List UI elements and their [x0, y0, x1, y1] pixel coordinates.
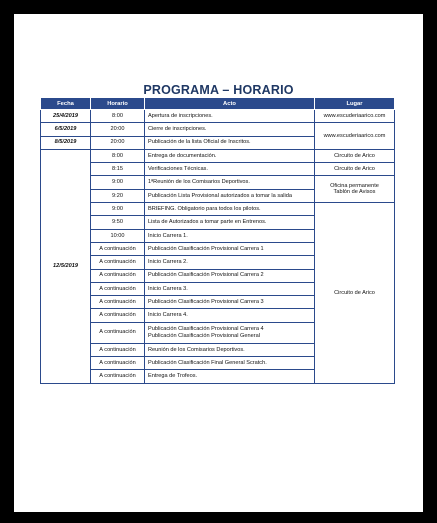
fecha-cell: 6/5/2019 [41, 123, 91, 136]
acto-cell: Publicación de la lista Oficial de Inscritos. [145, 136, 315, 149]
acto-cell: Publicación Clasificación Provisional Carrera 2 [145, 269, 315, 282]
header-lugar: Lugar [315, 98, 395, 110]
horario-cell: A continuación [91, 242, 145, 255]
acto-line: Publicación Clasificación Provisional Carrera 4 [148, 326, 264, 333]
table-row [41, 110, 395, 123]
acto-cell: Inicio Carrera 2. [145, 256, 315, 269]
acto-cell: Reunión de los Comisarios Deportivos. [145, 343, 315, 356]
horario-cell: A continuación [91, 269, 145, 282]
horario-cell: 20:00 [91, 136, 145, 149]
acto-cell: Publicación Clasificación Final General Scratch. [145, 357, 315, 370]
header-fecha: Fecha [41, 98, 91, 110]
horario-cell: 8:15 [91, 163, 145, 176]
table-row [41, 203, 395, 216]
horario-cell: A continuación [91, 322, 145, 343]
lugar-cell: Circuito de Arico [315, 163, 395, 176]
acto-cell: Cierre de inscripciones. [145, 123, 315, 136]
horario-cell: 8:00 [91, 149, 145, 162]
horario-cell: 9:50 [91, 216, 145, 229]
acto-line: Publicación Clasificación Provisional General [148, 332, 260, 339]
acto-cell: Apertura de inscripciones. [145, 110, 315, 123]
acto-cell: Inicio Carrera 3. [145, 282, 315, 295]
lugar-cell: Circuito de Arico [315, 203, 395, 384]
horario-cell: 20:00 [91, 123, 145, 136]
acto-cell: Publicación Lista Provisional autorizados a tomar la salida [145, 189, 315, 202]
acto-cell: 1ªReunión de los Comisarios Deportivos. [145, 176, 315, 189]
horario-cell: A continuación [91, 296, 145, 309]
horario-cell: A continuación [91, 357, 145, 370]
lugar-cell: Circuito de Arico [315, 149, 395, 162]
horario-cell: A continuación [91, 282, 145, 295]
acto-cell: Publicación Clasificación Provisional Carrera 3 [145, 296, 315, 309]
table-header-row [41, 98, 395, 110]
fecha-cell: 8/5/2019 [41, 136, 91, 149]
horario-cell: 9:00 [91, 176, 145, 189]
acto-cell: BRIEFING. Obligatorio para todos los pilotos. [145, 203, 315, 216]
acto-cell: Publicación Clasificación Provisional Carrera 1 [145, 242, 315, 255]
acto-cell: Inicio Carrera 4. [145, 309, 315, 322]
lugar-line: Tablón de Avisos [333, 189, 376, 196]
fecha-cell: 25/4/2019 [41, 110, 91, 123]
horario-cell: A continuación [91, 343, 145, 356]
lugar-cell: www.escuderiaarico.com [315, 110, 395, 123]
page-title: PROGRAMA – HORARIO [143, 83, 294, 97]
schedule-table [40, 97, 395, 384]
horario-cell: A continuación [91, 370, 145, 383]
header-horario: Horario [91, 98, 145, 110]
horario-cell: A continuación [91, 309, 145, 322]
lugar-cell: www.escuderiaarico.com [315, 123, 395, 150]
horario-cell: 8:00 [91, 110, 145, 123]
table-row [41, 123, 395, 136]
table-row [41, 176, 395, 189]
document-page [14, 14, 423, 512]
lugar-line: Oficina permanente [330, 182, 379, 189]
acto-cell: Verificaciones Técnicas. [145, 163, 315, 176]
acto-cell: Inicio Carrera 1. [145, 229, 315, 242]
horario-cell: 10:00 [91, 229, 145, 242]
horario-cell: 9:20 [91, 189, 145, 202]
table-row [41, 149, 395, 162]
acto-cell: Entrega de documentación. [145, 149, 315, 162]
lugar-cell [315, 176, 395, 203]
table-row [41, 163, 395, 176]
acto-cell [145, 322, 315, 343]
acto-cell: Entrega de Trofeos. [145, 370, 315, 383]
horario-cell: 9:00 [91, 203, 145, 216]
header-acto: Acto [145, 98, 315, 110]
horario-cell: A continuación [91, 256, 145, 269]
fecha-cell: 12/5/2019 [41, 149, 91, 383]
acto-cell: Lista de Autorizados a tomar parte en Entrenos. [145, 216, 315, 229]
